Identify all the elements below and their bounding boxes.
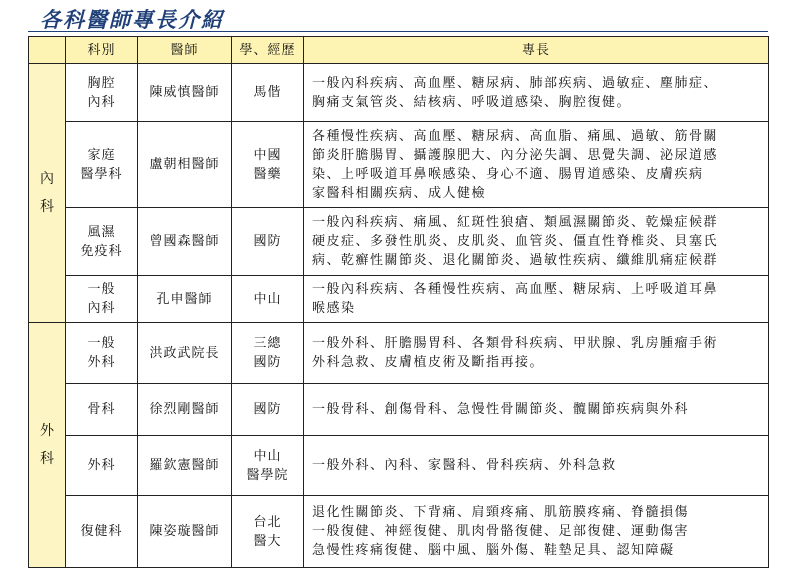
specialty-cell: 退化性關節炎、下背痛、肩頸疼痛、肌筋膜疼痛、脊髓損傷 一般復健、神經復健、肌肉骨骼復健、足部復健、運動傷害 急慢性疼痛復健、腦中風、腦外傷、鞋墊足具、認知障礙	[304, 496, 769, 568]
dept-cell: 外科	[66, 436, 138, 496]
doctor-cell: 盧朝相醫師	[138, 122, 232, 208]
table-row	[29, 436, 769, 496]
doctor-specialty-table	[28, 36, 769, 568]
background-cell: 國防	[232, 384, 304, 436]
dept-cell: 風濕 免疫科	[66, 208, 138, 276]
header-specialty: 專長	[304, 37, 769, 64]
table-row	[29, 384, 769, 436]
header-doctor: 醫師	[138, 37, 232, 64]
table-row	[29, 276, 769, 323]
dept-cell: 一般 外科	[66, 323, 138, 384]
background-cell: 馬偕	[232, 64, 304, 122]
background-cell: 台北 醫大	[232, 496, 304, 568]
table-row	[29, 122, 769, 208]
group-internal-medicine: 內 科	[29, 64, 66, 323]
dept-cell: 復健科	[66, 496, 138, 568]
doctor-cell: 洪政武院長	[138, 323, 232, 384]
doctor-cell: 孔申醫師	[138, 276, 232, 323]
background-cell: 國防	[232, 208, 304, 276]
header-background: 學、經歷	[232, 37, 304, 64]
dept-cell: 骨科	[66, 384, 138, 436]
page-title: 各科醫師專長介紹	[40, 8, 224, 32]
background-cell: 中國 醫藥	[232, 122, 304, 208]
table-row	[29, 64, 769, 122]
title-underline	[28, 31, 768, 32]
doctor-cell: 徐烈剛醫師	[138, 384, 232, 436]
dept-cell: 一般 內科	[66, 276, 138, 323]
table-row	[29, 323, 769, 384]
specialty-cell: 一般外科、內科、家醫科、骨科疾病、外科急救	[304, 436, 769, 496]
specialty-cell: 一般骨科、創傷骨科、急慢性骨關節炎、髖關節疾病與外科	[304, 384, 769, 436]
doctor-cell: 羅欽憲醫師	[138, 436, 232, 496]
group-surgery: 外 科	[29, 323, 66, 568]
header-dept: 科別	[66, 37, 138, 64]
doctor-cell: 曾國森醫師	[138, 208, 232, 276]
header-row	[29, 37, 769, 64]
background-cell: 三總 國防	[232, 323, 304, 384]
doctor-cell: 陳威慎醫師	[138, 64, 232, 122]
background-cell: 中山	[232, 276, 304, 323]
specialty-cell: 一般內科疾病、各種慢性疾病、高血壓、糖尿病、上呼吸道耳鼻 喉感染	[304, 276, 769, 323]
dept-cell: 胸腔 內科	[66, 64, 138, 122]
specialty-cell: 一般內科疾病、痛風、紅斑性狼瘡、類風濕關節炎、乾燥症候群 硬皮症、多發性肌炎、皮肌炎、血管炎、僵直性脊椎炎、貝塞氏 病、乾癬性關節炎、退化關節炎、過敏性疾病、纖維肌痛症候群	[304, 208, 769, 276]
doctor-cell: 陳姿璇醫師	[138, 496, 232, 568]
background-cell: 中山 醫學院	[232, 436, 304, 496]
dept-cell: 家庭 醫學科	[66, 122, 138, 208]
table-row	[29, 208, 769, 276]
specialty-cell: 一般內科疾病、高血壓、糖尿病、肺部疾病、過敏症、塵肺症、 胸痛支氣管炎、結核病、呼吸道感染、胸腔復健。	[304, 64, 769, 122]
table-row	[29, 496, 769, 568]
specialty-cell: 各種慢性疾病、高血壓、糖尿病、高血脂、痛風、過敏、筋骨關 節炎肝膽腸胃、攝護腺肥大、內分泌失調、思覺失調、泌尿道感 染、上呼吸道耳鼻喉感染、身心不適、腸胃道感染、皮膚疾病 家醫科相關疾病、成人健檢	[304, 122, 769, 208]
specialty-cell: 一般外科、肝膽腸胃科、各類骨科疾病、甲狀腺、乳房腫瘤手術 外科急救、皮膚植皮術及斷指再接。	[304, 323, 769, 384]
header-corner	[29, 37, 66, 64]
